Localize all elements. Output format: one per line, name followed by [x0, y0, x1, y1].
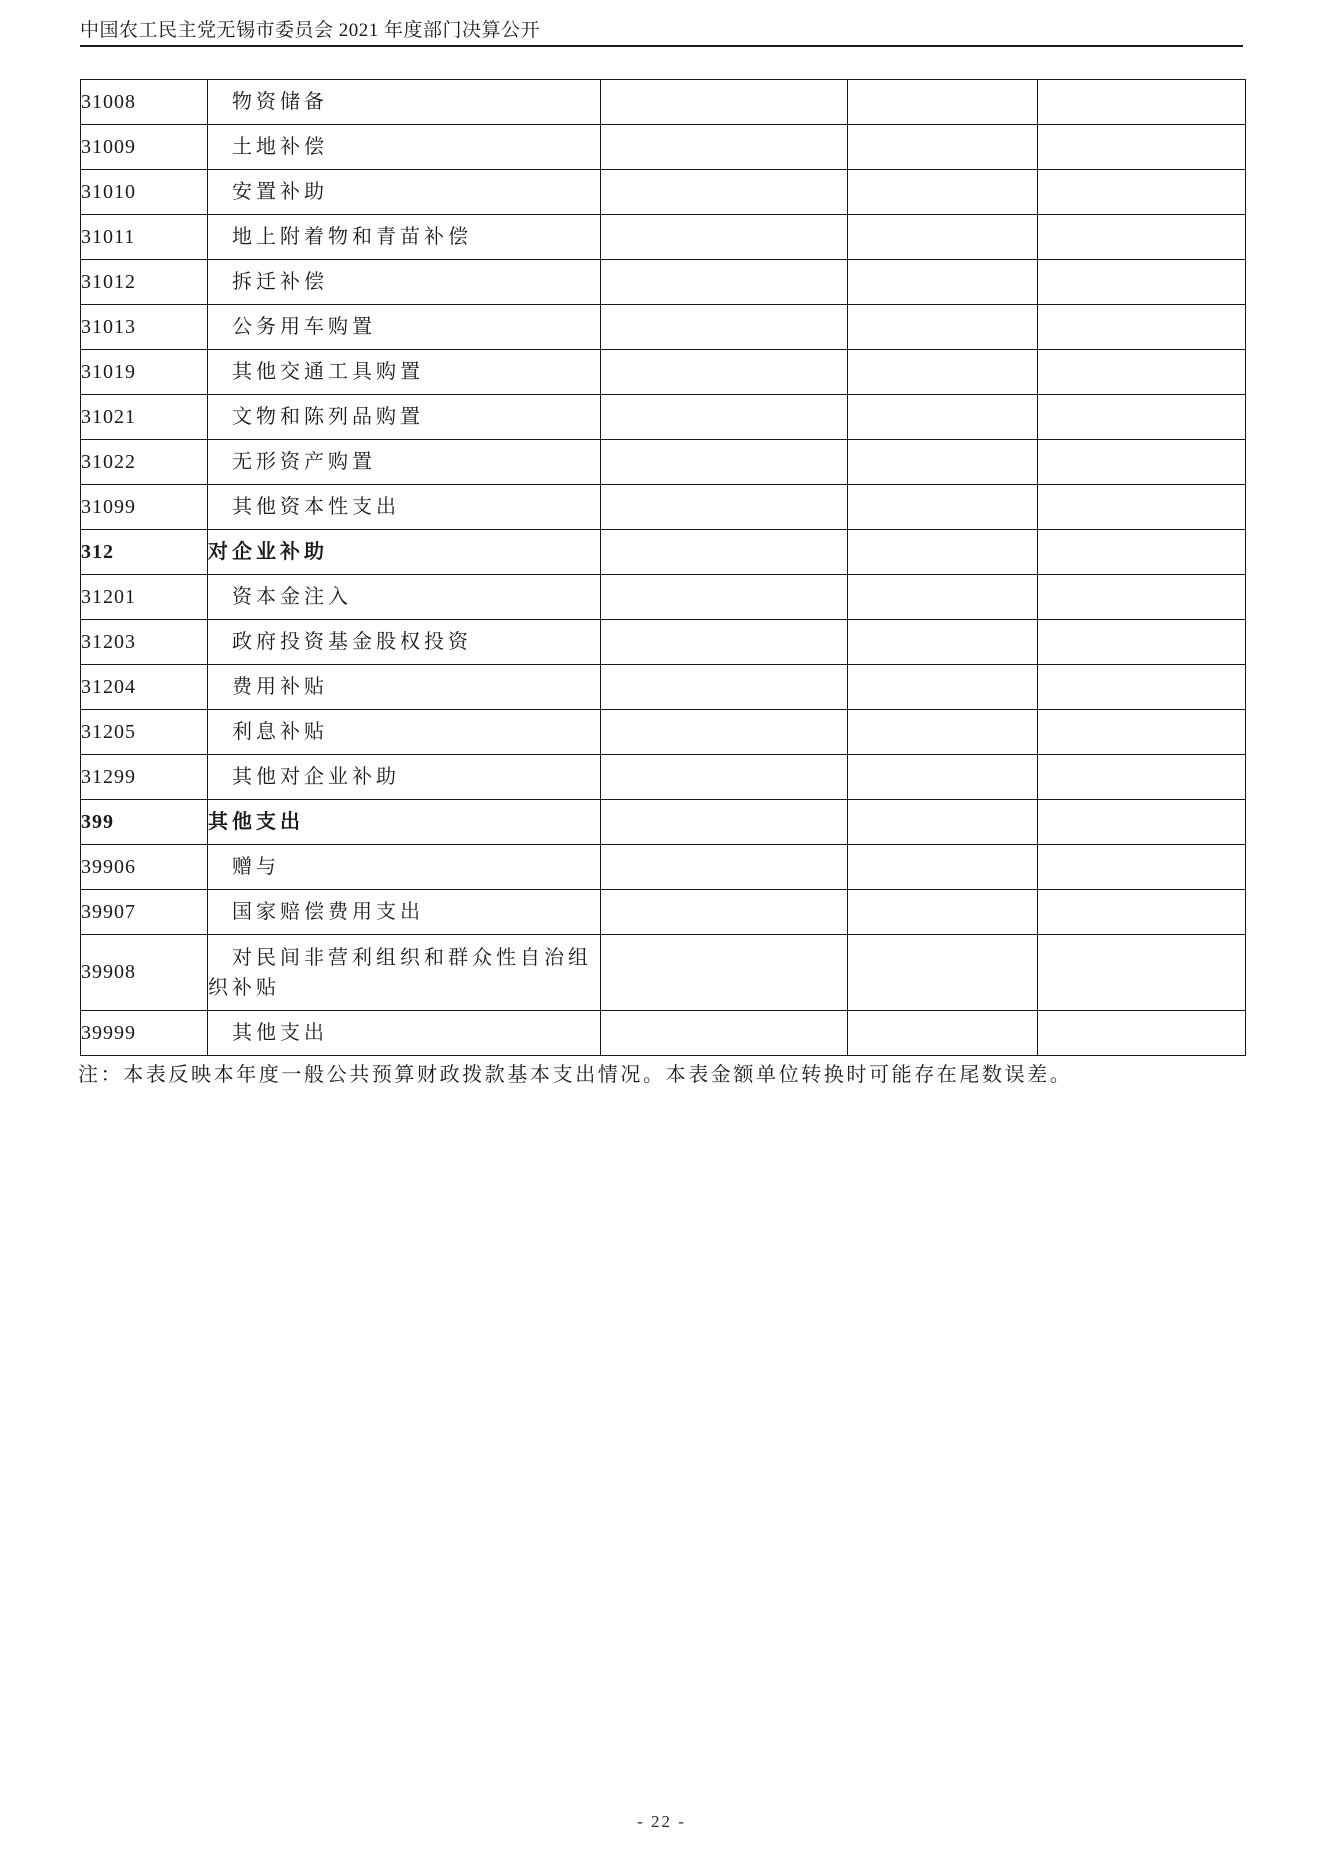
table-row [81, 170, 1246, 215]
value-cell [1038, 530, 1246, 575]
table-row [81, 575, 1246, 620]
code-cell: 31205 [81, 710, 208, 755]
label-cell: 其他支出 [208, 800, 601, 845]
value-cell [1038, 800, 1246, 845]
value-cell [1038, 305, 1246, 350]
value-cell [601, 530, 848, 575]
value-cell [1038, 575, 1246, 620]
value-cell [848, 845, 1038, 890]
value-cell [848, 935, 1038, 1011]
value-cell [1038, 620, 1246, 665]
value-cell [601, 845, 848, 890]
table-row [81, 125, 1246, 170]
table-row [81, 755, 1246, 800]
value-cell [1038, 665, 1246, 710]
label-cell: 利息补贴 [208, 710, 601, 755]
table-row [81, 845, 1246, 890]
table-row [81, 305, 1246, 350]
value-cell [1038, 440, 1246, 485]
code-cell: 312 [81, 530, 208, 575]
table-row [81, 665, 1246, 710]
value-cell [1038, 170, 1246, 215]
label-cell: 国家赔偿费用支出 [208, 890, 601, 935]
value-cell [848, 260, 1038, 305]
value-cell [601, 125, 848, 170]
table-row [81, 215, 1246, 260]
label-cell: 费用补贴 [208, 665, 601, 710]
table-row-category [81, 800, 1246, 845]
value-cell [848, 530, 1038, 575]
value-cell [601, 395, 848, 440]
code-cell: 31008 [81, 80, 208, 125]
table-row-category [81, 530, 1246, 575]
code-cell: 31201 [81, 575, 208, 620]
value-cell [601, 305, 848, 350]
code-cell: 31012 [81, 260, 208, 305]
basic-expenditure-table [80, 79, 1246, 1056]
label-cell: 文物和陈列品购置 [208, 395, 601, 440]
value-cell [1038, 395, 1246, 440]
page-header-title: 中国农工民主党无锡市委员会 2021 年度部门决算公开 [80, 20, 541, 41]
value-cell [1038, 215, 1246, 260]
code-cell: 31204 [81, 665, 208, 710]
value-cell [601, 755, 848, 800]
value-cell [848, 755, 1038, 800]
value-cell [1038, 125, 1246, 170]
code-cell: 39906 [81, 845, 208, 890]
value-cell [848, 710, 1038, 755]
code-cell: 31009 [81, 125, 208, 170]
table-row [81, 80, 1246, 125]
code-cell: 31203 [81, 620, 208, 665]
value-cell [848, 440, 1038, 485]
label-cell: 政府投资基金股权投资 [208, 620, 601, 665]
value-cell [848, 395, 1038, 440]
label-cell: 其他资本性支出 [208, 485, 601, 530]
value-cell [848, 620, 1038, 665]
code-cell: 31021 [81, 395, 208, 440]
table-row [81, 350, 1246, 395]
value-cell [848, 305, 1038, 350]
table-row [81, 935, 1246, 1011]
label-cell: 拆迁补偿 [208, 260, 601, 305]
label-cell: 其他支出 [208, 1011, 601, 1056]
value-cell [848, 665, 1038, 710]
value-cell [601, 1011, 848, 1056]
label-cell: 其他对企业补助 [208, 755, 601, 800]
value-cell [848, 350, 1038, 395]
label-cell: 安置补助 [208, 170, 601, 215]
value-cell [1038, 890, 1246, 935]
table-row [81, 260, 1246, 305]
code-cell: 31013 [81, 305, 208, 350]
value-cell [1038, 350, 1246, 395]
label-cell: 赠与 [208, 845, 601, 890]
value-cell [601, 350, 848, 395]
value-cell [848, 215, 1038, 260]
table-row [81, 440, 1246, 485]
value-cell [1038, 710, 1246, 755]
table-row [81, 620, 1246, 665]
value-cell [601, 710, 848, 755]
code-cell: 39999 [81, 1011, 208, 1056]
page-number: - 22 - [637, 1812, 686, 1831]
value-cell [1038, 80, 1246, 125]
label-cell: 地上附着物和青苗补偿 [208, 215, 601, 260]
table-row [81, 890, 1246, 935]
code-cell: 39908 [81, 935, 208, 1011]
value-cell [1038, 1011, 1246, 1056]
value-cell [848, 80, 1038, 125]
code-cell: 31019 [81, 350, 208, 395]
value-cell [601, 800, 848, 845]
value-cell [601, 665, 848, 710]
code-cell: 31099 [81, 485, 208, 530]
value-cell [848, 575, 1038, 620]
code-cell: 31299 [81, 755, 208, 800]
label-cell: 公务用车购置 [208, 305, 601, 350]
value-cell [601, 170, 848, 215]
value-cell [1038, 485, 1246, 530]
value-cell [848, 170, 1038, 215]
value-cell [1038, 260, 1246, 305]
label-cell: 物资储备 [208, 80, 601, 125]
label-cell: 对民间非营利组织和群众性自治组织补贴 [208, 935, 601, 1011]
value-cell [601, 485, 848, 530]
value-cell [1038, 845, 1246, 890]
value-cell [848, 1011, 1038, 1056]
value-cell [848, 485, 1038, 530]
value-cell [1038, 755, 1246, 800]
table-footnote: 注：本表反映本年度一般公共预算财政拨款基本支出情况。本表金额单位转换时可能存在尾数误差。 [78, 1064, 1073, 1086]
code-cell: 31011 [81, 215, 208, 260]
label-cell: 资本金注入 [208, 575, 601, 620]
label-cell: 无形资产购置 [208, 440, 601, 485]
value-cell [601, 935, 848, 1011]
value-cell [601, 575, 848, 620]
value-cell [601, 215, 848, 260]
label-cell: 其他交通工具购置 [208, 350, 601, 395]
value-cell [601, 260, 848, 305]
label-cell: 土地补偿 [208, 125, 601, 170]
code-cell: 31010 [81, 170, 208, 215]
value-cell [848, 125, 1038, 170]
value-cell [848, 890, 1038, 935]
table-row [81, 395, 1246, 440]
header-divider [80, 45, 1243, 47]
value-cell [601, 80, 848, 125]
label-cell: 对企业补助 [208, 530, 601, 575]
value-cell [848, 800, 1038, 845]
table-row [81, 485, 1246, 530]
value-cell [1038, 935, 1246, 1011]
value-cell [601, 620, 848, 665]
code-cell: 39907 [81, 890, 208, 935]
code-cell: 399 [81, 800, 208, 845]
value-cell [601, 890, 848, 935]
table-row [81, 710, 1246, 755]
value-cell [601, 440, 848, 485]
code-cell: 31022 [81, 440, 208, 485]
table-row [81, 1011, 1246, 1056]
